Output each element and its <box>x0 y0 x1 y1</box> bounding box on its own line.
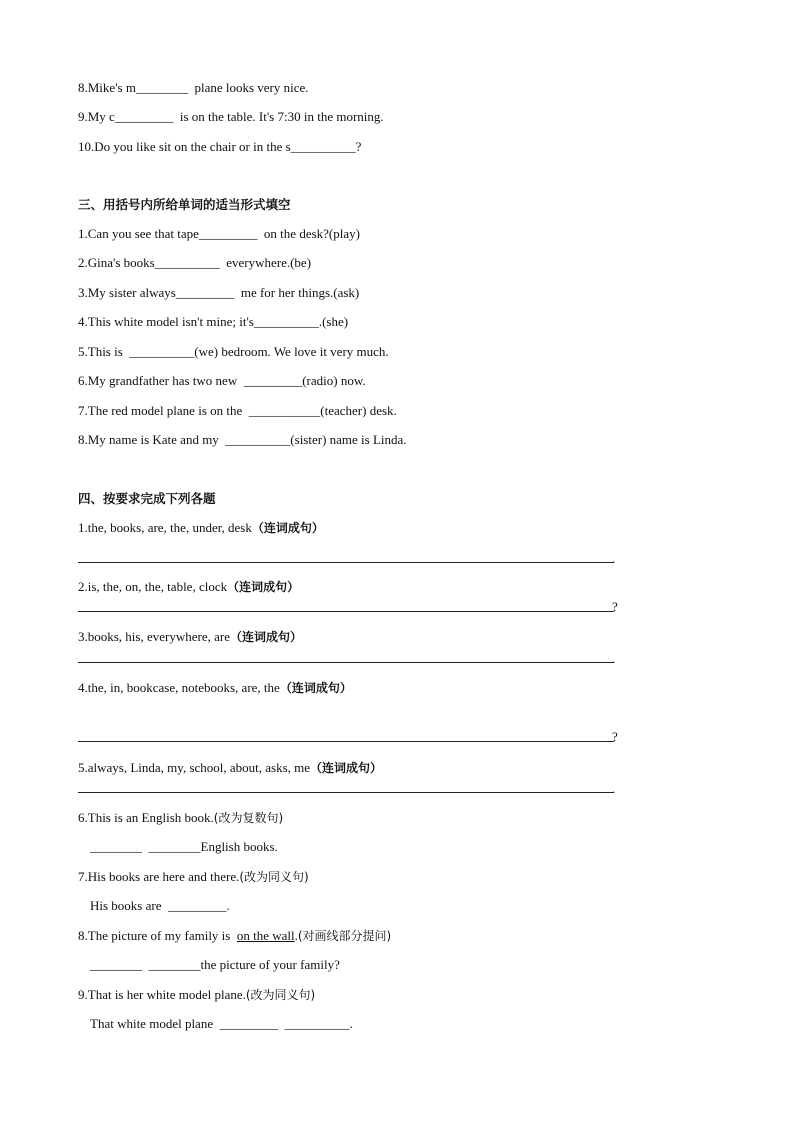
s4-item-9-question: 9.That is her white model plane. <box>78 987 246 1002</box>
s3-item-3: 3.My sister always_________ me for her things.(ask) <box>78 285 360 300</box>
s4-item-4-instruction: （连词成句） <box>279 681 352 695</box>
section-3-heading: 三、用括号内所给单词的适当形式填空 <box>78 197 291 212</box>
s4-item-6-answer: ________ ________English books. <box>90 839 278 854</box>
answer-line-3 <box>78 662 614 663</box>
s4-item-9-instruction: (改为同义句) <box>245 988 316 1002</box>
section-4-heading: 四、按要求完成下列各题 <box>78 491 216 506</box>
s4-item-8-underlined-phrase: on the wall <box>236 928 295 943</box>
fill-item-8: 8.Mike's m________ plane looks very nice. <box>78 80 309 95</box>
s4-item-4 <box>78 680 352 696</box>
s3-item-8: 8.My name is Kate and my __________(sister) name is Linda. <box>78 432 407 447</box>
answer-line-3-end: . <box>612 651 616 666</box>
s4-item-5-instruction: （连词成句） <box>310 761 383 775</box>
s4-item-3 <box>78 629 302 645</box>
s4-item-7-answer: His books are _________. <box>90 898 230 913</box>
answer-line-4-end: ? <box>612 729 618 744</box>
s4-item-4-question: 4.the, in, bookcase, notebooks, are, the <box>78 680 280 695</box>
s3-item-5: 5.This is __________(we) bedroom. We love it very much. <box>78 344 389 359</box>
s3-item-4: 4.This white model isn't mine; it's__________.(she) <box>78 314 349 329</box>
s4-item-6-question: 6.This is an English book. <box>78 810 214 825</box>
s3-item-7: 7.The red model plane is on the ___________(teacher) desk. <box>78 403 397 418</box>
s4-item-6-instruction: (改为复数句) <box>213 811 284 825</box>
s4-item-7-instruction: (改为同义句) <box>239 870 309 884</box>
s4-item-7-question: 7.His books are here and there. <box>78 869 240 884</box>
s3-item-1: 1.Can you see that tape_________ on the desk?(play) <box>78 226 360 241</box>
s3-item-2: 2.Gina's books__________ everywhere.(be) <box>78 255 312 270</box>
s4-item-8-instruction: (对画线部分提问) <box>297 929 392 943</box>
answer-line-5 <box>78 792 614 793</box>
answer-line-5-end: . <box>612 781 616 796</box>
worksheet-page <box>78 0 618 1130</box>
s4-item-5-question: 5.always, Linda, my, school, about, asks, me <box>78 760 311 775</box>
answer-line-1-end: . <box>612 551 616 566</box>
s4-item-5 <box>78 760 382 776</box>
s4-item-3-instruction: （连词成句） <box>229 630 302 644</box>
s4-item-6 <box>78 810 283 826</box>
s4-item-8-question-end: . <box>294 928 298 943</box>
answer-line-2 <box>78 611 614 612</box>
fill-item-10: 10.Do you like sit on the chair or in the s__________? <box>78 139 362 154</box>
s4-item-8-answer: ________ ________the picture of your family? <box>90 957 340 972</box>
s4-item-9-answer: That white model plane _________ __________. <box>90 1016 353 1031</box>
s4-item-7 <box>78 869 309 885</box>
s4-item-1-question: 1.the, books, are, the, under, desk <box>78 520 252 535</box>
s4-item-3-question: 3.books, his, everywhere, are <box>78 629 230 644</box>
s4-item-8 <box>78 928 391 944</box>
answer-line-1 <box>78 562 614 563</box>
s4-item-9 <box>78 987 315 1003</box>
answer-line-2-end: ? <box>612 599 618 614</box>
s4-item-1-instruction: （连词成句） <box>251 521 324 535</box>
s3-item-6: 6.My grandfather has two new _________(radio) now. <box>78 373 366 388</box>
s4-item-2-instruction: （连词成句） <box>227 580 300 594</box>
fill-item-9: 9.My c_________ is on the table. It's 7:30 in the morning. <box>78 109 384 124</box>
s4-item-1 <box>78 520 324 536</box>
answer-line-4 <box>78 741 614 742</box>
s4-item-2 <box>78 579 299 595</box>
s4-item-8-question: 8.The picture of my family is <box>78 928 237 943</box>
s4-item-2-question: 2.is, the, on, the, table, clock <box>78 579 228 594</box>
